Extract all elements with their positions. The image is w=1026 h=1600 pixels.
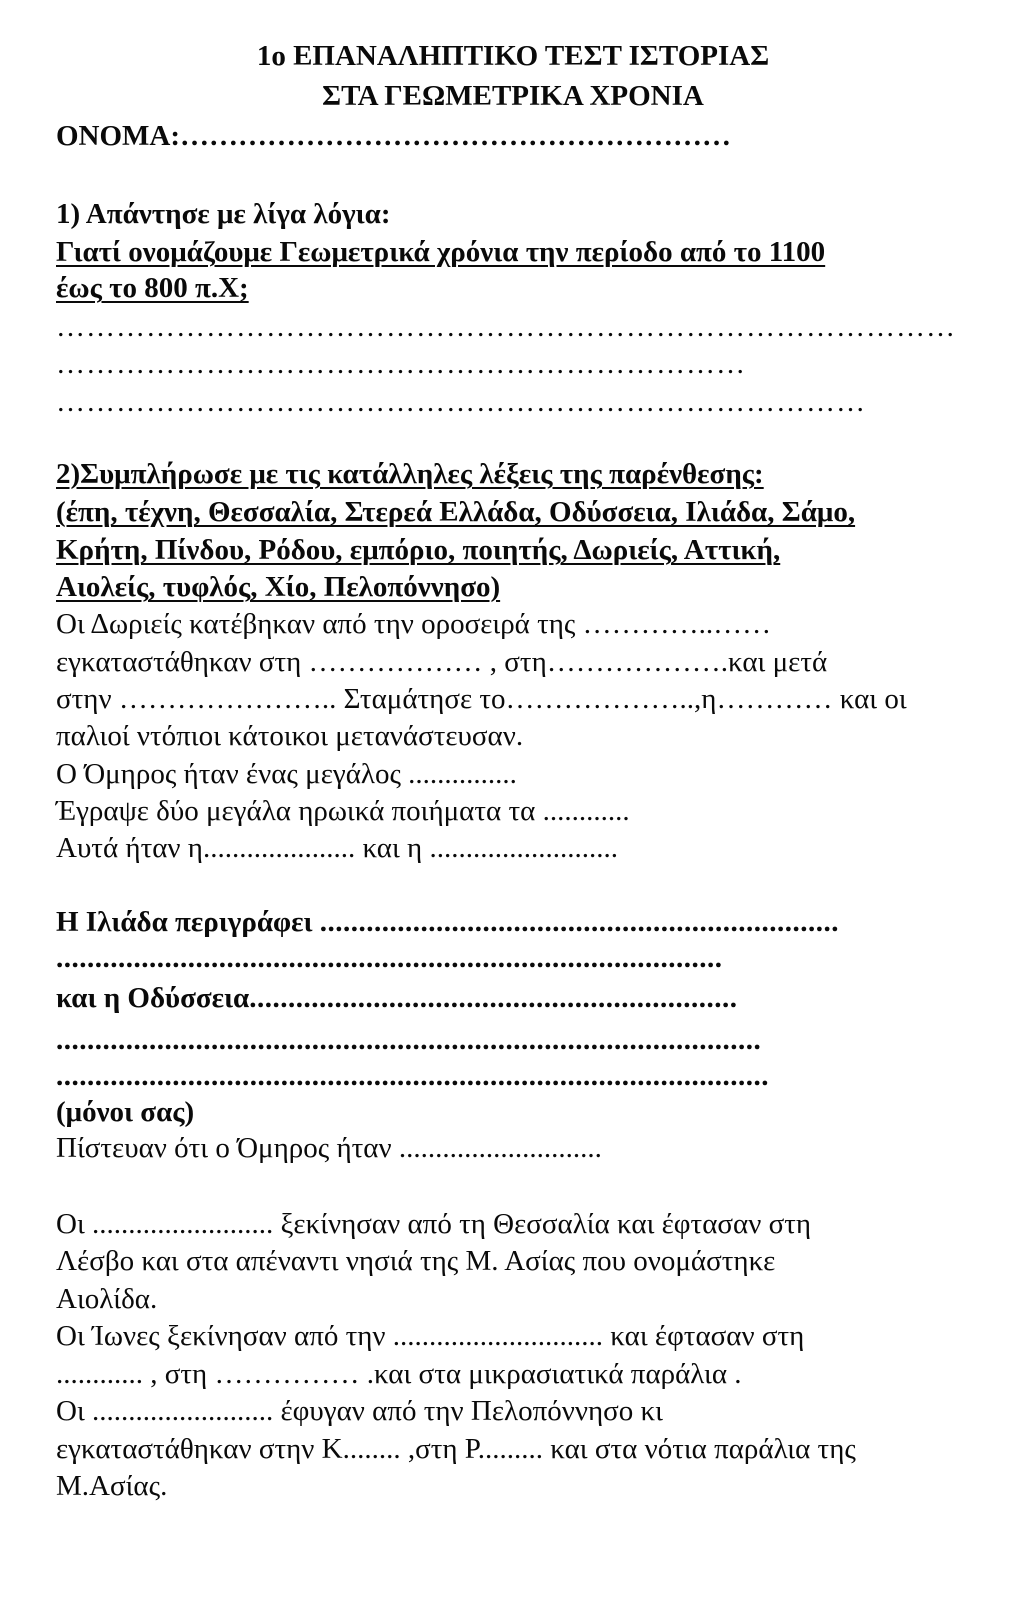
homer-line-1[interactable]: Ο Όμηρος ήταν ένας μεγάλος ...............	[56, 758, 517, 790]
name-field[interactable]: ΟΝΟΜΑ:…………………………………………………	[56, 120, 732, 152]
dorians-line-3[interactable]: στην ………………….. Σταμάτησε το………………..,η………… και οι	[56, 683, 907, 715]
q1-question-line-2: έως το 800 π.Χ;	[56, 272, 249, 304]
migration-line-1[interactable]: Οι ......................... ξεκίνησαν από τη Θεσσαλία και έφτασαν στη	[56, 1208, 812, 1240]
odyssey-answer-2[interactable]: ...........................................................................................	[56, 1024, 762, 1056]
dorians-line-2[interactable]: εγκαταστάθηκαν στη ……………… , στη……………….και μετά	[56, 646, 828, 678]
q1-instruction: 1) Απάντησε με λίγα λόγια:	[56, 198, 391, 230]
q1-question-line-1: Γιατί ονομάζουμε Γεωμετρικά χρόνια την περίοδο από το 1100	[56, 236, 826, 268]
homer-line-2[interactable]: Έγραψε δύο μεγάλα ηρωικά ποιήματα τα ............	[56, 795, 630, 827]
odyssey-answer-1[interactable]: ...............................................................	[249, 982, 738, 1014]
migration-line-8: Μ.Ασίας.	[56, 1470, 168, 1502]
q1-answer-line-1[interactable]: ………………………………………………………………………………	[56, 311, 956, 343]
homer-line-3[interactable]: Αυτά ήταν η..................... και η ..........................	[56, 832, 618, 864]
iliad-line	[56, 904, 839, 940]
q2-word-bank-line-3: Αιολείς, τυφλός, Χίο, Πελοπόννησο)	[56, 571, 501, 603]
migration-line-3: Αιολίδα.	[56, 1283, 158, 1315]
q2-word-bank-line-1: (έπη, τέχνη, Θεσσαλία, Στερεά Ελλάδα, Οδύσσεια, Ιλιάδα, Σάμο,	[56, 496, 856, 528]
q1-answer-line-3[interactable]: ………………………………………………………………………	[56, 386, 866, 418]
iliad-answer-2[interactable]: ......................................................................................	[56, 942, 723, 974]
title-line-1: 1ο ΕΠΑΝΑΛΗΠΤΙΚΟ ΤΕΣΤ ΙΣΤΟΡΙΑΣ	[256, 40, 770, 72]
odyssey-answer-3[interactable]: ............................................................................................	[56, 1060, 769, 1092]
migration-line-6[interactable]: Οι ......................... έφυγαν από την Πελοπόννησο κι	[56, 1395, 663, 1427]
homer-belief-line[interactable]: Πίστευαν ότι ο Όμηρος ήταν ............................	[56, 1132, 602, 1164]
q2-word-bank-line-2: Κρήτη, Πίνδου, Ρόδου, εμπόριο, ποιητής, Δωριείς, Αττική,	[56, 534, 781, 566]
self-label: (μόνοι σας)	[56, 1096, 195, 1128]
iliad-answer-1[interactable]: ...................................................................	[319, 906, 840, 938]
odyssey-label: και η Οδύσσεια	[56, 982, 250, 1014]
migration-line-5[interactable]: ............ , στη …………… .και στα μικρασιατικά παράλια .	[56, 1358, 742, 1390]
iliad-label: Η Ιλιάδα περιγράφει	[56, 906, 320, 938]
migration-line-2: Λέσβο και στα απέναντι νησιά της Μ. Ασίας που ονομάστηκε	[56, 1245, 776, 1277]
title-line-2: ΣΤΑ ΓΕΩΜΕΤΡΙΚΑ ΧΡΟΝΙΑ	[322, 80, 704, 112]
dorians-line-4: παλιοί ντόπιοι κάτοικοι μετανάστευσαν.	[56, 720, 524, 752]
migration-line-4[interactable]: Οι Ίωνες ξεκίνησαν από την ............................. και έφτασαν στη	[56, 1320, 805, 1352]
q1-answer-line-2[interactable]: ……………………………………………………………	[56, 348, 746, 380]
q2-instruction: 2)Συμπλήρωσε με τις κατάλληλες λέξεις της παρένθεσης:	[56, 458, 764, 490]
dorians-line-1[interactable]: Οι Δωριείς κατέβηκαν από την οροσειρά της …………..……	[56, 608, 772, 640]
odyssey-line	[56, 980, 737, 1016]
migration-line-7[interactable]: εγκαταστάθηκαν στην Κ........ ,στη Ρ......... και στα νότια παράλια της	[56, 1433, 856, 1465]
